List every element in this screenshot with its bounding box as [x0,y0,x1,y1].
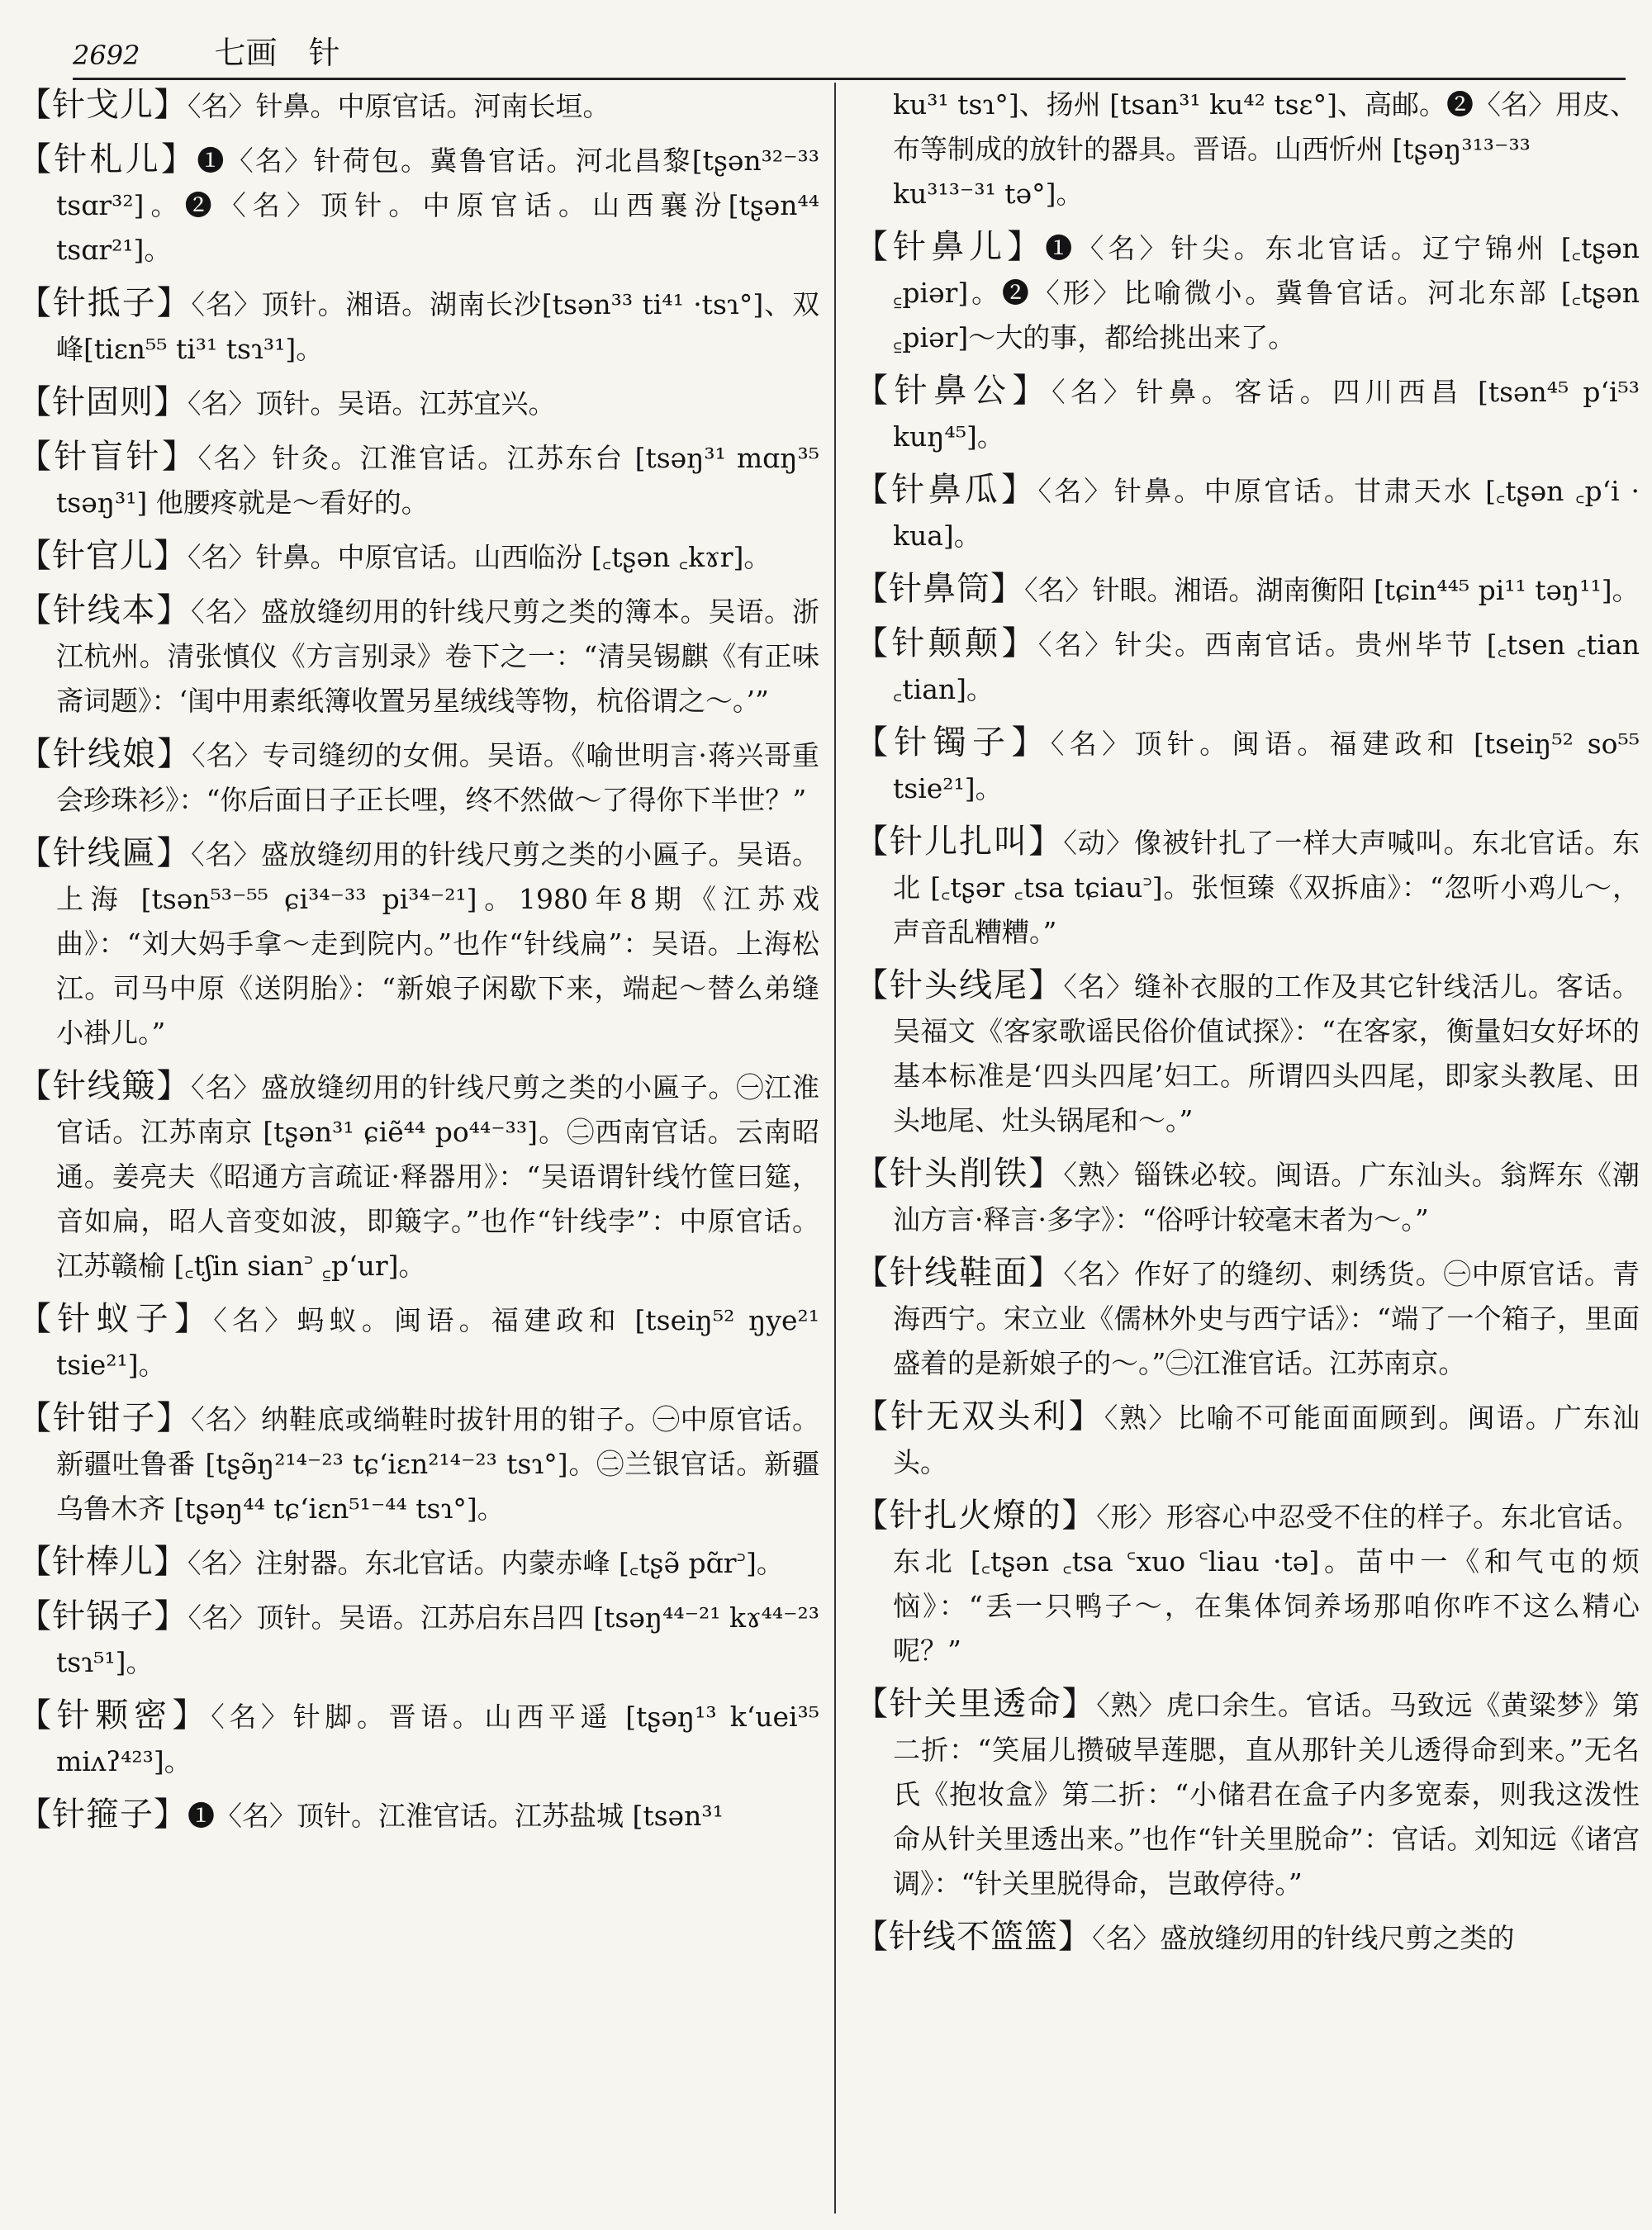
dictionary-entry [855,1914,1640,1961]
dictionary-entry [855,963,1640,1143]
entry-headword: 【针关里透命】 [855,1685,1097,1723]
entry-headword: 【针线娘】 [18,735,192,773]
dictionary-entry [18,831,819,1056]
dictionary-entry [18,1396,819,1531]
entry-headword: 【针锅子】 [18,1597,188,1635]
entry-headword: 【针固则】 [18,383,188,421]
entry-definition: 〈形〉形容心中忍受不住的样子。东北官话。东北 [꜀tʂən ꜀tsa ꜂xuo ꜂liau ·tə]。苗中一《和气屯的烦恼》：“丢一只鸭子～，在集体饲养场那咱你咋不这么精心呢？” [893,1501,1640,1667]
entry-headword: 【针线簸】 [18,1067,192,1105]
dictionary-entry [18,281,819,372]
entry-headword: 【针扎火燎的】 [855,1497,1097,1535]
entry-headword: 【针线不篮篮】 [855,1918,1092,1956]
entry-definition: ku³¹ tsɿ°]、扬州 [tsan³¹ ku⁴² tsɛ°]、高邮。❷〈名〉用皮、布等制成的放针的器具。晋语。山西忻州 [tʂəŋ³¹³⁻³³ ku³¹³⁻³¹ tə°]。 [893,88,1638,210]
entry-definition: ❶〈名〉针尖。东北官话。辽宁锦州 [꜀tʂən ꜁piər]。❷〈形〉比喻微小。冀鲁官话。河北东部 [꜀tʂən ꜁piər]～大的事，都给挑出来了。 [893,232,1640,353]
dictionary-entry [18,137,819,273]
column-divider [834,83,836,2213]
entry-definition: 〈名〉作好了的缝纫、刺绣货。㊀中原官话。青海西宁。宋立业《儒林外史与西宁话》：“端了一个箱子，里面盛着的是新娘子的～。”㊁江淮官话。江苏南京。 [893,1258,1640,1379]
entry-definition: 〈名〉针鼻。客话。四川西昌 [tsən⁴⁵ p‘i⁵³ kuŋ⁴⁵]。 [893,376,1640,453]
entry-definition: 〈名〉纳鞋底或绱鞋时拔针用的钳子。㊀中原官话。新疆吐鲁番 [tʂə̃ŋ²¹⁴⁻²³ tɕ‘iɛn²¹⁴⁻²³ tsɿ°]。㊁兰银官话。新疆乌鲁木齐 [tʂəŋ⁴⁴ tɕ‘iɛn⁵¹⁻⁴⁴ tsɿ°]。 [56,1403,819,1525]
entry-headword: 【针鼻儿】 [855,228,1046,266]
head-character: 针 [308,35,340,71]
entry-definition: ❶〈名〉顶针。江淮官话。江苏盐城 [tsən³¹ [188,1800,724,1832]
entry-continuation [855,83,1640,216]
entry-headword: 【针线鞋面】 [855,1254,1064,1292]
dictionary-entry [855,1250,1640,1386]
dictionary-entry [855,1151,1640,1242]
entry-definition: 〈名〉针鼻。中原官话。山西临汾 [꜀tʂən ꜀kɤr]。 [188,541,771,573]
entry-definition: 〈名〉针尖。西南官话。贵州毕节 [꜀tsen ꜀tian ꜀tian]。 [893,629,1640,705]
entry-headword: 【针镯子】 [855,724,1051,762]
entry-definition: 〈熟〉比喻不可能面面顾到。闽语。广东汕头。 [893,1402,1640,1478]
entry-definition: 〈名〉专司缝纫的女佣。吴语。《喻世明言·蒋兴哥重会珍珠衫》：“你后面日子正长哩，终不然做～了得你下半世？” [56,739,819,816]
entry-headword: 【针官儿】 [18,537,188,575]
page-header [73,20,1626,80]
entry-definition: 〈名〉注射器。东北官话。内蒙赤峰 [꜀tʂə̃ pɑ̃r꜄]。 [188,1547,784,1579]
dictionary-entry [18,588,819,724]
dictionary-entry [855,567,1640,613]
entry-headword: 【针儿扎叫】 [855,823,1064,861]
dictionary-entry [855,1682,1640,1906]
entry-headword: 【针鼻筒】 [855,570,1024,608]
dictionary-entry [18,83,819,129]
entry-headword: 【针颗密】 [18,1696,211,1734]
dictionary-entry [855,368,1640,459]
entry-definition: 〈名〉盛放缝纫用的针线尺剪之类的簿本。吴语。浙江杭州。清张慎仪《方言别录》卷下之一：“清吴锡麒《有正味斋词题》：‘闺中用素纸簿收置另星绒线等物，杭俗谓之～。’” [56,595,819,717]
dictionary-entry [18,434,819,525]
entry-definition: 〈动〉像被针扎了一样大声喊叫。东北官话。东北 [꜀tʂər ꜀tsa tɕiau꜄]。张恒臻《双拆庙》：“忽听小鸡儿～，声音乱糟糟。” [893,827,1640,948]
entry-definition: 〈名〉针鼻。中原官话。河南长垣。 [188,90,610,122]
entry-headword: 【针头线尾】 [855,966,1064,1004]
entry-headword: 【针头削铁】 [855,1155,1064,1193]
entry-headword: 【针盲针】 [18,438,198,476]
left-column [18,83,819,2222]
entry-headword: 【针钳子】 [18,1399,192,1437]
entry-definition: 〈名〉盛放缝纫用的针线尺剪之类的小匾子。㊀江淮官话。江苏南京 [tʂən³¹ ɕiẽ⁴⁴ po⁴⁴⁻³³]。㊁西南官话。云南昭通。姜亮夫《昭通方言疏证·释器用》：“吴语谓针线竹筐曰筵，音如扁，昭人音变如波，即簸字。”也作“针线孛”：中原官话。江苏赣榆 [꜀tʃin sian꜄ ꜁p‘ur]。 [56,1071,819,1282]
entry-definition: 〈名〉顶针。湘语。湖南长沙[tsən³³ ti⁴¹ ·tsɿ°]、双峰[tiɛn⁵⁵ ti³¹ tsɿ³¹]。 [56,288,819,365]
entry-headword: 【针戈儿】 [18,86,188,124]
right-column [855,83,1640,2222]
dictionary-entry [18,1064,819,1288]
stroke-section: 七画 [214,35,278,71]
entry-headword: 【针棒儿】 [18,1543,188,1581]
entry-definition: 〈名〉蚂蚁。闽语。福建政和 [tseiŋ⁵² ŋye²¹ tsie²¹]。 [56,1304,819,1381]
dictionary-entry [18,1693,819,1784]
dictionary-entry [855,720,1640,811]
entry-definition: 〈名〉缝补衣服的工作及其它针线活儿。客话。吴福文《客家歌谣民俗价值试探》：“在客家，衡量妇女好坏的基本标准是‘四头四尾’妇工。所谓四头四尾，即家头教尾、田头地尾、灶头锅尾和～。” [893,970,1640,1136]
entry-headword: 【针鼻公】 [855,372,1052,410]
entry-headword: 【针抵子】 [18,284,192,322]
page-number: 2692 [73,40,140,71]
entry-definition: ❶〈名〉针荷包。冀鲁官话。河北昌黎[tʂən³²⁻³³ tsɑr³²]。❷〈名〉顶针。中原官话。山西襄汾[tʂən⁴⁴ tsɑr²¹]。 [56,145,819,266]
dictionary-entry [18,1792,819,1839]
entry-headword: 【针线匾】 [18,834,192,872]
entry-headword: 【针无双头利】 [855,1397,1104,1435]
entry-headword: 【针线本】 [18,591,192,629]
entry-headword: 【针鼻瓜】 [855,471,1038,509]
entry-definition: 〈名〉顶针。吴语。江苏宜兴。 [188,387,556,420]
entry-definition: 〈名〉顶针。吴语。江苏启东吕四 [tsəŋ⁴⁴⁻²¹ kɤ⁴⁴⁻²³ tsɿ⁵¹]。 [56,1601,819,1678]
dictionary-entry [18,380,819,426]
entry-headword: 【针箍子】 [18,1796,188,1834]
entry-headword: 【针颠颠】 [855,624,1038,662]
dictionary-entry [855,1394,1640,1485]
entry-definition: 〈名〉针鼻。中原官话。甘肃天水 [꜀tʂən ꜀p‘i · kua]。 [893,475,1640,552]
entry-definition: 〈名〉盛放缝纫用的针线尺剪之类的小匾子。吴语。上海 [tsən⁵³⁻⁵⁵ ɕi³⁴⁻³³ pi³⁴⁻²¹]。1980年8期《江苏戏曲》：“刘大妈手拿～走到院内。”也作“针线扁”：吴语。上海松江。司马中原《送阴胎》：“新娘子闲歇下来，端起～替么弟缝小褂儿。” [56,838,819,1049]
dictionary-entry [855,621,1640,712]
entry-definition: 〈名〉顶针。闽语。福建政和 [tseiŋ⁵² so⁵⁵ tsie²¹]。 [893,728,1640,804]
dictionary-entry [855,467,1640,558]
entry-definition: 〈名〉盛放缝纫用的针线尺剪之类的 [1092,1922,1515,1954]
entry-definition: 〈名〉针眼。湘语。湖南衡阳 [tɕin⁴⁴⁵ pi¹¹ təŋ¹¹]。 [1024,574,1640,606]
entry-definition: 〈名〉针灸。江淮官话。江苏东台 [tsəŋ³¹ mɑŋ³⁵ tsəŋ³¹] 他腰疼就是～看好的。 [56,442,819,519]
dictionary-entry [18,1540,819,1586]
dictionary-entry [18,1297,819,1388]
entry-headword: 【针札儿】 [18,140,197,178]
dictionary-entry [855,819,1640,955]
entry-definition: 〈名〉针脚。晋语。山西平遥 [tʂəŋ¹³ k‘uei³⁵ miʌʔ⁴²³]。 [56,1701,819,1777]
dictionary-entry [18,534,819,580]
dictionary-entry [18,1594,819,1685]
entry-definition: 〈熟〉锱铢必较。闽语。广东汕头。翁辉东《潮汕方言·释言·多字》：“俗呼计较毫末者为～。” [893,1159,1640,1236]
entry-definition: 〈熟〉虎口余生。官话。马致远《黄粱梦》第二折：“笑届儿攒破旱莲腮，直从那针关儿透得命到来。”无名氏《抱妆盒》第二折：“小储君在盒子内多宽泰，则我这泼性命从针关里透出来。”也作“针关里脱命”：官话。刘知远《诸宫调》：“针关里脱得命，岂敢停待。” [893,1689,1640,1900]
entry-headword: 【针蚁子】 [18,1300,214,1338]
dictionary-entry [18,732,819,823]
dictionary-entry [855,225,1640,360]
dictionary-entry [855,1493,1640,1673]
